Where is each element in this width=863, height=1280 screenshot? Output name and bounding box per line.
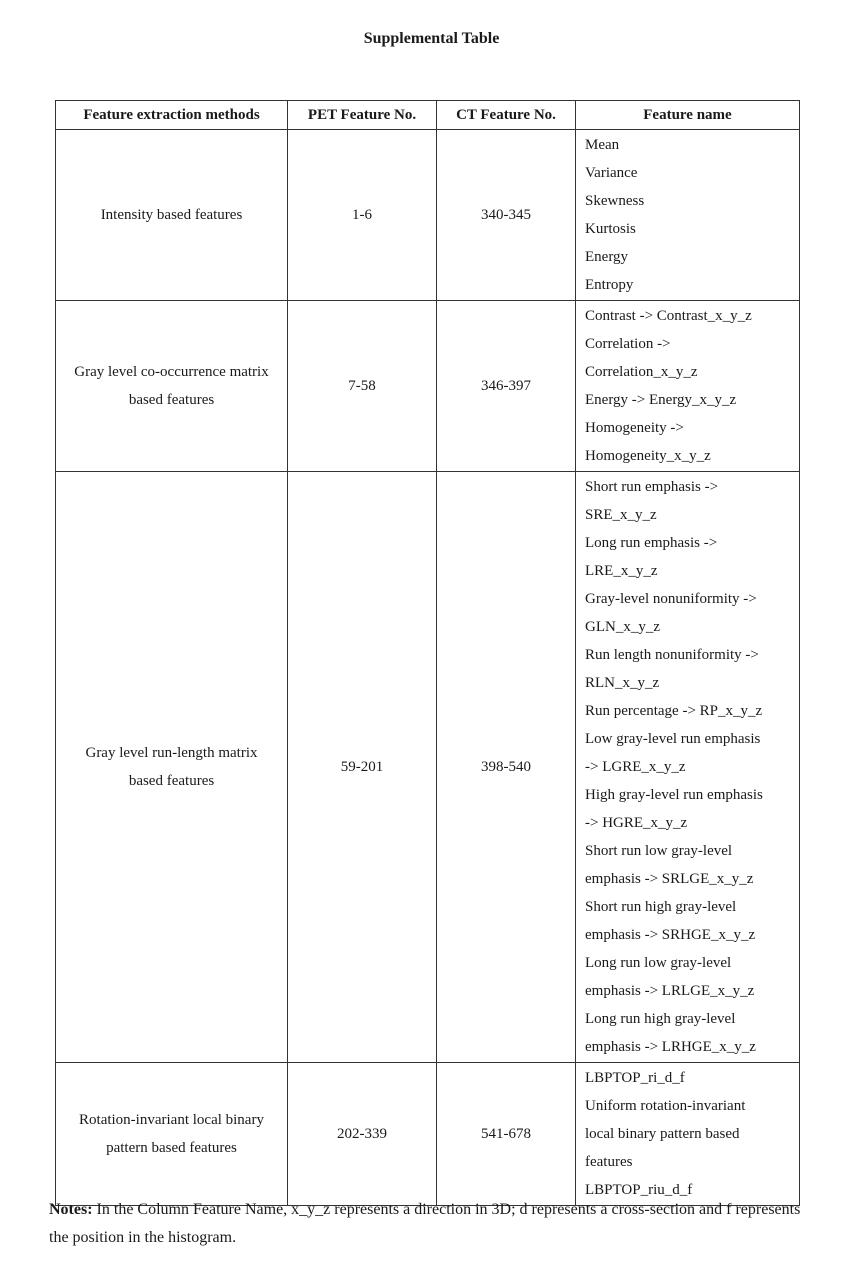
method-line: Intensity based features	[100, 207, 243, 223]
header-feature-name: Feature name	[576, 101, 800, 130]
feature-name-line: Low gray-level run emphasis	[585, 731, 761, 747]
pet-feature-no-cell: 1-6	[288, 130, 437, 301]
pet-feature-no-cell: 7-58	[288, 301, 437, 472]
feature-name-line: Short run low gray-level	[585, 843, 733, 859]
notes-label: Notes:	[49, 1201, 93, 1218]
feature-name-line: LBPTOP_riu_d_f	[585, 1182, 693, 1198]
table-body	[56, 130, 800, 1206]
supplemental-table	[55, 100, 800, 1206]
feature-name-cell	[576, 1063, 800, 1206]
notes-text: In the Column Feature Name, x_y_z represents a direction in 3D; d represents a cross-section and f represents the position in the histogram.	[49, 1201, 801, 1246]
feature-name-line: LRE_x_y_z	[585, 563, 658, 579]
header-pet-feature-no: PET Feature No.	[288, 101, 437, 130]
ct-feature-no-cell: 398-540	[437, 472, 576, 1063]
feature-name-cell	[576, 472, 800, 1063]
feature-name-line: High gray-level run emphasis	[585, 787, 763, 803]
feature-name-line: -> HGRE_x_y_z	[585, 815, 688, 831]
feature-name-line: Energy	[585, 249, 629, 265]
notes	[49, 1196, 809, 1252]
feature-extraction-method-cell	[56, 1063, 288, 1206]
feature-name-line: emphasis -> LRHGE_x_y_z	[585, 1039, 756, 1055]
feature-name-cell	[576, 301, 800, 472]
feature-name-line: Long run low gray-level	[585, 955, 732, 971]
method-line: based features	[128, 392, 215, 408]
header-ct-feature-no: CT Feature No.	[437, 101, 576, 130]
feature-name-line: emphasis -> LRLGE_x_y_z	[585, 983, 755, 999]
feature-name-line: Kurtosis	[585, 221, 636, 237]
feature-name-line: -> LGRE_x_y_z	[585, 759, 686, 775]
feature-name-line: Correlation ->	[585, 336, 671, 352]
pet-feature-no-cell: 59-201	[288, 472, 437, 1063]
feature-name-line: Short run emphasis ->	[585, 479, 719, 495]
method-line: pattern based features	[106, 1140, 237, 1156]
feature-name-line: Gray-level nonuniformity ->	[585, 591, 757, 607]
feature-name-line: Run percentage -> RP_x_y_z	[585, 703, 763, 719]
table-row	[56, 1063, 800, 1206]
feature-name-line: Mean	[585, 137, 620, 153]
ct-feature-no-cell: 340-345	[437, 130, 576, 301]
feature-name-line: local binary pattern based	[585, 1126, 740, 1142]
feature-name-line: Uniform rotation-invariant	[585, 1098, 746, 1114]
feature-name-line: Short run high gray-level	[585, 899, 737, 915]
feature-name-line: Entropy	[585, 277, 634, 293]
header-feature-extraction-methods: Feature extraction methods	[56, 101, 288, 130]
feature-extraction-method-cell	[56, 301, 288, 472]
feature-name-line: Contrast -> Contrast_x_y_z	[585, 308, 752, 324]
feature-name-line: SRE_x_y_z	[585, 507, 657, 523]
feature-name-line: features	[585, 1154, 633, 1170]
feature-name-line: GLN_x_y_z	[585, 619, 660, 635]
feature-name-line: Run length nonuniformity ->	[585, 647, 759, 663]
feature-name-line: Homogeneity ->	[585, 420, 684, 436]
feature-name-line: LBPTOP_ri_d_f	[585, 1070, 685, 1086]
feature-extraction-method-cell	[56, 130, 288, 301]
feature-name-line: emphasis -> SRLGE_x_y_z	[585, 871, 754, 887]
ct-feature-no-cell: 346-397	[437, 301, 576, 472]
table-row	[56, 130, 800, 301]
feature-name-line: Homogeneity_x_y_z	[585, 448, 711, 464]
feature-name-cell	[576, 130, 800, 301]
ct-feature-no-cell: 541-678	[437, 1063, 576, 1206]
method-line: based features	[128, 773, 215, 789]
feature-name-line: RLN_x_y_z	[585, 675, 660, 691]
table-row	[56, 472, 800, 1063]
method-line: Gray level co-occurrence matrix	[74, 364, 269, 380]
page-title: Supplemental Table	[363, 30, 500, 47]
feature-name-line: Long run emphasis ->	[585, 535, 718, 551]
feature-extraction-method-cell	[56, 472, 288, 1063]
table-row	[56, 301, 800, 472]
feature-name-line: Long run high gray-level	[585, 1011, 736, 1027]
feature-name-line: Energy -> Energy_x_y_z	[585, 392, 737, 408]
method-line: Gray level run-length matrix	[85, 745, 258, 761]
feature-name-line: Correlation_x_y_z	[585, 364, 698, 380]
feature-name-line: Variance	[585, 165, 638, 181]
table-header-row	[56, 101, 800, 130]
pet-feature-no-cell: 202-339	[288, 1063, 437, 1206]
method-line: Rotation-invariant local binary	[79, 1112, 264, 1128]
feature-name-line: Skewness	[585, 193, 645, 209]
feature-name-line: emphasis -> SRHGE_x_y_z	[585, 927, 756, 943]
